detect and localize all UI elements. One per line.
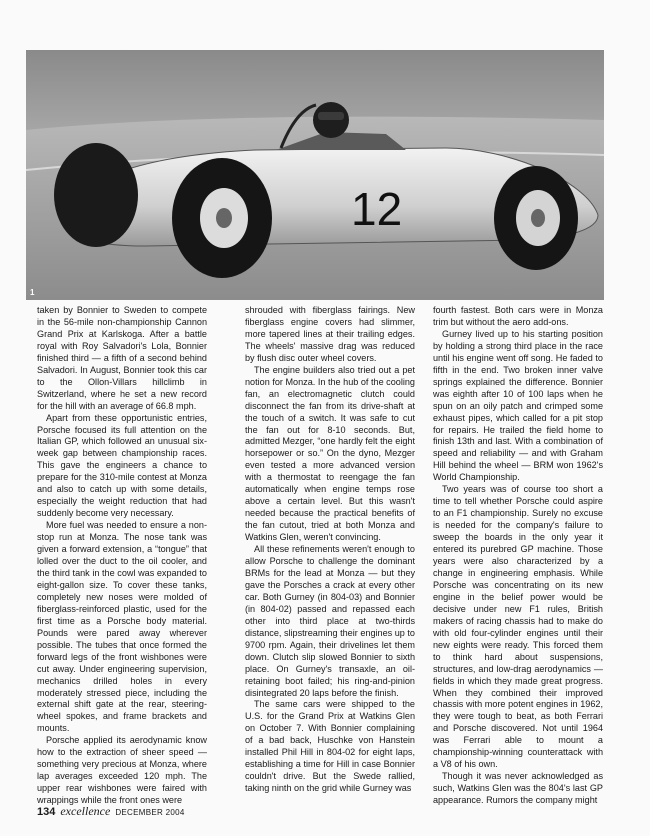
page-number: 134 bbox=[37, 806, 56, 818]
paragraph: fourth fastest. Both cars were in Monza trim but without the aero add-ons. bbox=[433, 305, 603, 327]
paragraph: shrouded with fiberglass fairings. New fiberglass engine covers had slimmer, more tapered lines at their trailing edges. The wheels' massive drag was reduced by flush disc outer wheel covers. bbox=[245, 305, 415, 363]
photo-number: 1 bbox=[30, 288, 35, 297]
paragraph: More fuel was needed to ensure a non-stop run at Monza. The nose tank was given a forward extension, a “tongue” that lolled over the duct to the oil cooler, and the third tank in the cowl was expanded to eight-gallon size. To cover these tanks, completely new noses were molded of fiberglass-reinforced plastic, used for the first time as a Porsche body material. Pounds were pared away wherever possible. The tubes that once formed the forward legs of the front wishbones were cut away. Under engineering supervision, mechanics drilled holes in every moderately stressed piece, including the external shift gate at the rear, steering-wheel spokes, and frame brackets and mounts. bbox=[37, 520, 207, 734]
paragraph: Though it was never acknowledged as such, Watkins Glen was the 804's last GP appearance. Rumors the company might bbox=[433, 771, 603, 806]
race-car-photo bbox=[26, 50, 604, 300]
magazine-name: excellence bbox=[60, 804, 111, 818]
paragraph: The engine builders also tried out a pet notion for Monza. In the hub of the cooling fan, an electromagnetic clutch could disconnect the fan from its drive-shaft at the touch of a switch. It was safe to cut the fan out for 8-10 seconds. But, admitted Mezger, “one hardly felt the eight horsepower or so.” On the dyno, Mezger even tested a more advanced version with a thermostat to reengage the fan automatically when engine temps rose above a certain level. But this wasn't needed because the practical benefits of the fan cutout, tried at both Monza and Watkins Glen, weren't convincing. bbox=[245, 364, 415, 543]
paragraph: All these refinements weren't enough to allow Porsche to challenge the dominant BRMs for the lead at Monza — but they gave the Porsches a crack at every other car. Both Gurney (in 804-03) and Bonnier (in 804-02) passed and repassed each other into third place at two-thirds distance, slipstreaming their engines up to 9700 rpm. Again, their drivelines let them down. Clutch slip slowed Bonnier to sixth place. On Gurney's transaxle, an oil-retaining boot failed; his ring-and-pinion disintegrated 20 laps before the finish. bbox=[245, 544, 415, 698]
paragraph: taken by Bonnier to Sweden to compete in the 56-mile non-championship Cannon Grand Prix at Karlskoga. After a battle royal with Roy Salvadori's Lola, Bonnier finished third — a fifth of a second behind Salvadori. In August, Bonnier took this car to the Ollon-Villars hillclimb in Switzerland, where he set a new record for the hill with an average of 66.8 mph. bbox=[37, 305, 207, 411]
race-car-illustration bbox=[26, 50, 604, 300]
page-footer bbox=[37, 804, 185, 819]
paragraph: The same cars were shipped to the U.S. for the Grand Prix at Watkins Glen on October 7. With Bonnier complaining of a bad back, Huschke von Hanstein installed Phil Hill in 804-02 for eight laps, establishing a time for Hill in case Bonnier couldn't drive. But the Swede rallied, taking ninth on the grid while Gurney was bbox=[245, 699, 415, 794]
paragraph: Porsche applied its aerodynamic know how to the extraction of sheer speed — something very precious at Monza, where lap averages exceeded 120 mph. The upper rear wishbones were faired with wrappings while the front ones were bbox=[37, 735, 207, 806]
paragraph: Two years was of course too short a time to tell whether Porsche could aspire to an F1 championship. Surely no excuse is needed for the company's failure to sweep the boards in the only year it entered its purebred GP machine. Those years were also characterized by a change in engineering emphasis. While Porsche was concentrating on its new engine in the belief power would be decisive under new F1 rules, British makers of racing chassis had to make do with old four-cylinder engines until their new eights were ready. This forced them to think hard about suspensions, structures, and low-drag aerodynamics — fields in which they made great progress. When they combined their improved chassis with more potent engines in 1962, they were tough to beat, as both Ferrari and Porsche discovered. Not until 1964 was Ferrari able to mount a championship-winning counterattack with a V8 of his own. bbox=[433, 484, 603, 770]
paragraph: Gurney lived up to his starting position by holding a strong third place in the race until his engine went off song. He faded to fifth in the end. Two broken inner valve springs explained the difference. Bonnier was eighth after 10 of 100 laps when he spun on an oily patch and crimped some exhaust pipes, which called for a pit stop for repairs. He trailed the field home to finish 13th and last. With a combination of speed and reliability — and with Graham Hill behind the wheel — BRM won 1962's World Championship. bbox=[433, 328, 603, 483]
text-column-3 bbox=[433, 305, 603, 807]
car-number: 12 bbox=[351, 183, 403, 235]
issue-date: DECEMBER 2004 bbox=[115, 808, 185, 817]
text-column-1 bbox=[37, 305, 207, 807]
paragraph: Apart from these opportunistic entries, Porsche focused its full attention on the Italian GP, which followed an unusual six-week gap between championship races. This gave the engineers a chance to prepare for the 310-mile contest at Monza and also to catch up with some details, especially the weight reduction that had suddenly become very necessary. bbox=[37, 412, 207, 519]
text-column-2 bbox=[245, 305, 415, 795]
